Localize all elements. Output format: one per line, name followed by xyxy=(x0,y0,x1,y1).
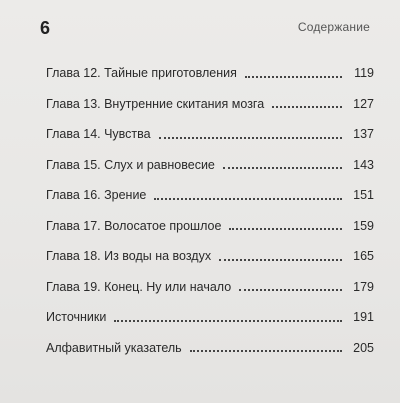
toc-entry-page: 205 xyxy=(353,340,374,355)
toc-dot-leader xyxy=(223,166,342,169)
toc-entry-page: 127 xyxy=(353,96,374,111)
toc-entry xyxy=(46,241,374,272)
toc-dot-leader xyxy=(272,105,342,108)
toc-entry xyxy=(46,333,374,364)
toc-dot-leader xyxy=(239,288,342,291)
toc-dot-leader xyxy=(229,227,342,230)
toc-dot-leader xyxy=(245,75,342,78)
toc-entry xyxy=(46,119,374,150)
toc-dot-leader xyxy=(154,197,342,200)
toc-entry-page: 191 xyxy=(353,310,374,325)
toc-entry-page: 119 xyxy=(354,66,374,81)
toc-entry-page: 143 xyxy=(353,157,374,172)
toc-dot-leader xyxy=(219,258,342,261)
page-header xyxy=(0,18,400,40)
toc-entry-page: 159 xyxy=(353,218,374,233)
toc-entry-title: Алфавитный указатель xyxy=(46,340,182,355)
toc-entry-title: Глава 16. Зрение xyxy=(46,188,147,203)
toc-entry-title: Глава 14. Чувства xyxy=(46,127,151,142)
toc-entry xyxy=(46,302,374,333)
toc-entry-title: Глава 19. Конец. Ну или начало xyxy=(46,279,232,294)
toc-entry xyxy=(46,58,374,89)
toc-dot-leader xyxy=(114,319,342,322)
toc-entry-title: Глава 17. Волосатое прошлое xyxy=(46,218,222,233)
toc-entry xyxy=(46,272,374,303)
toc-dot-leader xyxy=(159,136,342,139)
toc-entry-title: Глава 15. Слух и равновесие xyxy=(46,157,215,172)
toc-entry-page: 165 xyxy=(353,249,374,264)
toc-entry xyxy=(46,211,374,242)
toc-entry xyxy=(46,150,374,181)
running-head: Содержание xyxy=(297,20,370,34)
toc-dot-leader xyxy=(190,349,342,352)
toc-entry-title: Источники xyxy=(46,310,107,325)
page-number: 6 xyxy=(40,18,51,38)
toc-entry-title: Глава 12. Тайные приготовления xyxy=(46,66,237,81)
toc-entry xyxy=(46,89,374,120)
toc-entry-page: 151 xyxy=(353,188,374,203)
toc-entry-page: 179 xyxy=(353,279,374,294)
toc-entry-title: Глава 18. Из воды на воздух xyxy=(46,249,212,264)
toc-entry xyxy=(46,180,374,211)
table-of-contents xyxy=(46,58,374,363)
toc-entry-title: Глава 13. Внутренние скитания мозга xyxy=(46,96,265,111)
toc-entry-page: 137 xyxy=(353,127,374,142)
